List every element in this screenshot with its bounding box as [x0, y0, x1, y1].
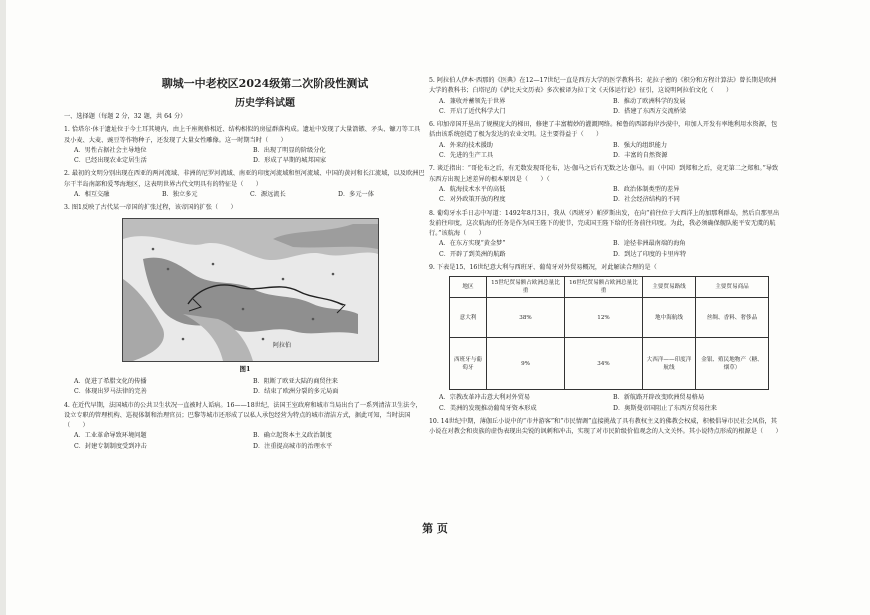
table-cell: 大西洋——印度洋航线 — [643, 338, 696, 390]
option-c: C．源远流长 — [250, 191, 286, 199]
options — [64, 146, 426, 167]
question-stem: 1. 恰塔尔·休于遗址位于今土耳其境内，由上千座规格相近、结构相似的房屋群落构成。遗址中发现了大量箭镞、矛头、镰刀等工具及小麦、大麦、豌豆等作物种子，还发现了大量女性雕像。这一时期当时（ ） — [64, 126, 421, 144]
question-stem: 10. 14世纪中期，薄伽丘小说中的“市井游客”和“市民情调”直接挑战了具有教权主义的佛教会权威，积极倡导市民社会风俗，其小说在对教会和贵族的虚伪表现出尖锐的讽刺和冲击，实现了对市民阶级价值观念的人文关怀。其小说特点形成的根源是（ ） — [429, 417, 782, 436]
question-3-options — [64, 377, 426, 398]
question-4 — [64, 401, 426, 452]
option-d: D．结束了欧洲分裂的多元局面 — [253, 388, 339, 396]
left-column — [64, 76, 426, 452]
table-cell: 西班牙与葡萄牙 — [450, 338, 487, 390]
options — [429, 185, 781, 206]
options — [429, 97, 781, 118]
table-row — [450, 338, 769, 390]
empire-map — [122, 218, 379, 362]
question-6 — [429, 120, 781, 161]
question-2 — [64, 169, 426, 200]
table-header-row — [450, 277, 769, 298]
option-b: B．途径非洲最南端的海角 — [613, 240, 686, 248]
option-c: C．美洲的发现推动葡萄牙资本形成 — [439, 404, 537, 412]
right-column — [429, 76, 781, 438]
question-stem: 3. 图1反映了古代某一帝国的扩张过程，该帝国的扩张（ ） — [64, 204, 237, 212]
option-b: B．出现了明显的阶级分化 — [253, 146, 326, 154]
options — [64, 377, 426, 398]
option-b: B．新航路开辟改变欧洲贸易格局 — [613, 394, 705, 402]
question-9 — [429, 263, 781, 414]
section-heading: 一、选择题（每题 2 分，32 题，共 64 分） — [64, 113, 187, 120]
option-c: C．对外政策开放的程度 — [439, 196, 506, 204]
option-a: A．外来的技术援助 — [439, 141, 493, 149]
question-3 — [64, 203, 426, 374]
option-c: C．已经出现农业定居生活 — [74, 157, 147, 165]
table-header: 主要贸易商品 — [696, 277, 769, 298]
trade-table — [449, 276, 769, 390]
table-cell: 38% — [487, 298, 565, 338]
question-7 — [429, 164, 781, 205]
question-1 — [64, 125, 426, 166]
options — [64, 190, 426, 200]
option-c: C．开启了近代科学大门 — [439, 107, 506, 115]
question-stem: 6. 印加帝国开垦出了规模庞大的梯田，修建了丰富精妙的灌溉网络。秘鲁的西部海岸沙漠中，印加人开发有率地利用水资源，包括由该系统创造了极为发达的农业文明。这主要得益于（ ） — [429, 121, 778, 139]
exam-subtitle: 历史学科试题 — [235, 98, 295, 109]
option-d: D．多元一体 — [338, 191, 374, 199]
question-10 — [429, 417, 781, 438]
options — [429, 141, 781, 162]
table-cell: 9% — [487, 338, 565, 390]
option-a: A．在东方实现“黄金梦” — [439, 240, 506, 248]
question-stem: 7. 谈迁指出：“哥伦布之后，有无数发现哥伦布，达·伽马之后有无数之达·伽马。而（中国）到郑和之后，竟无第二之郑和。”导致东西方出现上述差异的根本原因是（ ）（ — [429, 165, 779, 183]
exam-title: 聊城一中老校区2024级第二次阶段性测试 — [161, 77, 369, 90]
option-b: B．政治体制类型的差异 — [613, 185, 680, 193]
option-a: A．兼收并蓄领先于世界 — [439, 97, 506, 105]
figure-caption: 图1 — [239, 364, 251, 373]
options — [429, 239, 781, 260]
option-d: D．形成了早期的城邦国家 — [253, 157, 327, 165]
map-graphic — [123, 219, 378, 361]
option-c: C．开辟了到美洲的航路 — [439, 250, 506, 258]
page-footer: 第 页 — [422, 522, 448, 535]
option-b: B．确立起资本主义政治制度 — [253, 432, 332, 440]
option-a: A．宗教改革冲击意大利对外贸易 — [439, 394, 531, 402]
table-header: 主要贸易路线 — [643, 277, 696, 298]
table-cell: 地中海航线 — [643, 298, 696, 338]
option-d: D．到达了印度的卡里库特 — [613, 250, 687, 258]
table-cell: 丝绸、香料、奢侈品 — [696, 298, 769, 338]
table-header: 16世纪贸易额占欧洲总量比重 — [565, 277, 643, 298]
table-row — [450, 298, 769, 338]
option-d: D．丰富的自然资源 — [613, 152, 668, 160]
option-d: D．奥斯曼帝国阻止了东西方贸易往来 — [613, 404, 717, 412]
option-d: D．社会经济结构的不同 — [613, 196, 680, 204]
option-c: C．封建专制制度受到冲击 — [74, 442, 147, 450]
question-8 — [429, 209, 781, 260]
question-5 — [429, 76, 781, 117]
option-d: D．搭建了东西方交流桥梁 — [613, 107, 687, 115]
option-a: A．工业革命导致环境问题 — [74, 432, 147, 440]
option-a: A．促进了希腊文化的传播 — [74, 377, 147, 385]
options — [429, 393, 781, 414]
table-header: 15世纪贸易额占欧洲总量比重 — [487, 277, 565, 298]
question-stem: 8. 葡萄牙水手日志中写道：1492年8月3日，我从（西班牙）帕罗斯出发，在向“前往位于大西洋上的加那利群岛，然后自那里出发前往印度，这次航海的任务是作为国王陛下的使节，完成国王陛下给的任务前往印度。为此，我必须确保舰队能平安无虞的航行。”该航海（ ） — [429, 209, 780, 238]
option-c: C．先进的生产工具 — [439, 152, 494, 160]
option-a: A．男性占据社会主导地位 — [74, 146, 147, 154]
option-d: D．注重提高城市的治理水平 — [253, 442, 333, 450]
question-stem: 4. 在近代早期，法国城市的公共卫生状况一直被时人诟病。16——18世纪，法国王室政府和城市当局出台了一系列清洁卫生法令，设立专职的管理机构、巡视体制和治理官员；巴黎等城市还形成了以私人承包经营为特点的城市清洁方式，据此可知，当时法国（ ） — [64, 401, 422, 430]
option-a: A．相互交融 — [74, 191, 110, 199]
option-a: A．航海技术水平的高低 — [439, 185, 506, 193]
table-cell: 意大利 — [450, 298, 487, 338]
table-cell: 金银、殖民地物产（糖、烟草） — [696, 338, 769, 390]
table-header: 地区 — [450, 277, 487, 298]
option-b: B．强大的组织能力 — [613, 141, 668, 149]
option-b: B．独立多元 — [162, 191, 198, 199]
question-stem: 9. 下表是15、16世纪意大利与西班牙、葡萄牙对外贸易概况，对此解读合理的是（ — [429, 264, 657, 272]
option-b: B．阻断了欧亚大陆的商贸往来 — [253, 377, 338, 385]
table-cell: 12% — [565, 298, 643, 338]
map-label: 阿拉伯 — [273, 341, 292, 349]
question-stem: 2. 最初的文明分别出现在西亚的两河流域、非洲的尼罗河流域、南亚的印度河流域和恒河流域、中国的黄河和长江流域，以及欧洲巴尔干半岛南部和爱琴海地区，这表明世界古代文明具有的特征是（ ） — [64, 170, 425, 188]
option-b: B．推动了欧洲科学的发展 — [613, 97, 686, 105]
table-cell: 34% — [565, 338, 643, 390]
options — [64, 431, 426, 452]
question-stem: 5. 阿拉伯人伊本·西那的《医典》在12—17世纪一直是西方大学的医学教科书；花拉子密的《积分和方程计算法》曾长期是欧洲大学的教科书；白塔尼的《萨比天文历表》多次被译为拉丁文《天体运行论》征引，这说明阿拉伯文化（ ） — [429, 77, 777, 95]
option-c: C．体现出罗马法律的完善 — [74, 388, 147, 396]
